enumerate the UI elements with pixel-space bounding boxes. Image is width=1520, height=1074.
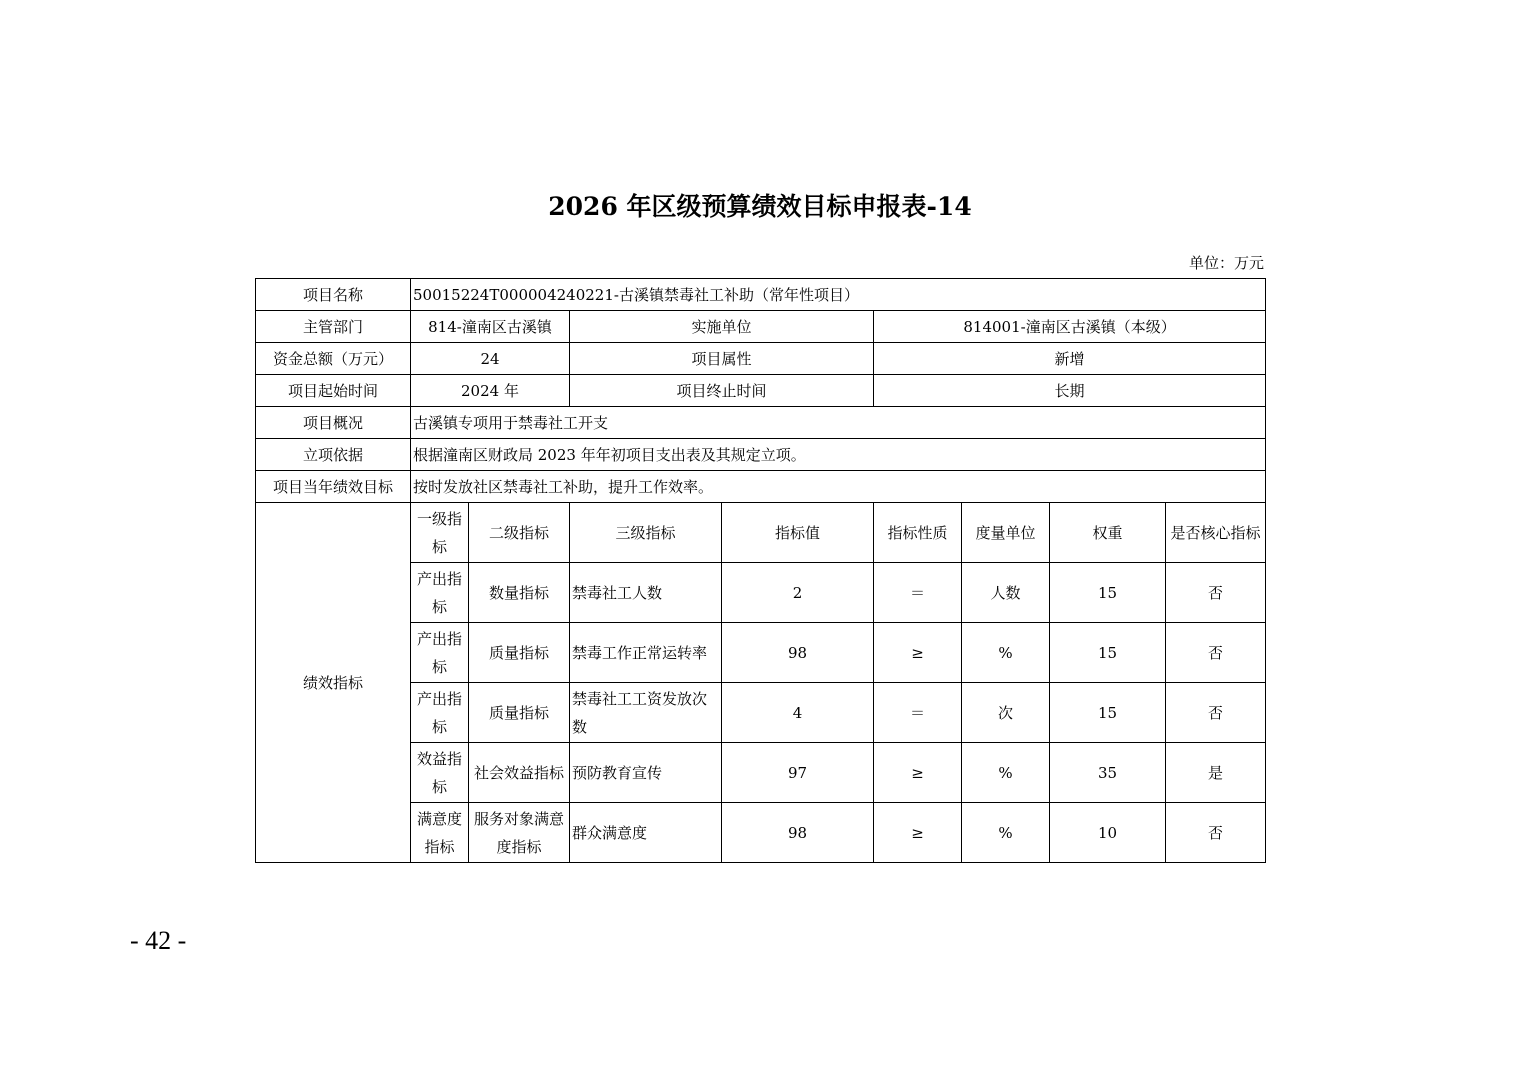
header-weight: 权重 <box>1050 503 1166 563</box>
row-nature: ≥ <box>874 743 962 803</box>
row-unit: 次 <box>962 683 1050 743</box>
budget-form-table <box>255 278 1266 863</box>
row-nature: ≥ <box>874 803 962 863</box>
row-core: 是 <box>1166 743 1266 803</box>
row-weight: 10 <box>1050 803 1166 863</box>
row-nature: ＝ <box>874 683 962 743</box>
project-name-label: 项目名称 <box>256 279 411 311</box>
row-nature: ＝ <box>874 563 962 623</box>
page-title: 2026 年区级预算绩效目标申报表-14 <box>548 192 972 221</box>
row-level1: 产出指标 <box>411 683 469 743</box>
row-time <box>256 375 1266 407</box>
row-level1: 产出指标 <box>411 563 469 623</box>
row-basis <box>256 439 1266 471</box>
row-level3: 预防教育宣传 <box>570 743 722 803</box>
impl-label: 实施单位 <box>570 311 874 343</box>
indicators-section-label: 绩效指标 <box>256 503 411 863</box>
project-name-value: 50015224T000004240221-古溪镇禁毒社工补助（常年性项目） <box>411 279 1266 311</box>
header-value: 指标值 <box>722 503 874 563</box>
start-label: 项目起始时间 <box>256 375 411 407</box>
goal-value: 按时发放社区禁毒社工补助，提升工作效率。 <box>411 471 1266 503</box>
end-value: 长期 <box>874 375 1266 407</box>
row-core: 否 <box>1166 623 1266 683</box>
row-project-name <box>256 279 1266 311</box>
row-level1: 产出指标 <box>411 623 469 683</box>
basis-label: 立项依据 <box>256 439 411 471</box>
header-nature: 指标性质 <box>874 503 962 563</box>
row-unit: 人数 <box>962 563 1050 623</box>
row-core: 否 <box>1166 683 1266 743</box>
row-value: 97 <box>722 743 874 803</box>
row-weight: 15 <box>1050 623 1166 683</box>
row-value: 4 <box>722 683 874 743</box>
fund-value: 24 <box>411 343 570 375</box>
row-dept <box>256 311 1266 343</box>
row-level2: 服务对象满意度指标 <box>469 803 570 863</box>
row-fund <box>256 343 1266 375</box>
fund-label: 资金总额（万元） <box>256 343 411 375</box>
row-weight: 15 <box>1050 683 1166 743</box>
header-level3: 三级指标 <box>570 503 722 563</box>
overview-label: 项目概况 <box>256 407 411 439</box>
row-unit: % <box>962 623 1050 683</box>
basis-value: 根据潼南区财政局 2023 年年初项目支出表及其规定立项。 <box>411 439 1266 471</box>
impl-value: 814001-潼南区古溪镇（本级） <box>874 311 1266 343</box>
row-core: 否 <box>1166 563 1266 623</box>
row-level3: 禁毒社工人数 <box>570 563 722 623</box>
row-value: 98 <box>722 803 874 863</box>
row-value: 98 <box>722 623 874 683</box>
overview-value: 古溪镇专项用于禁毒社工开支 <box>411 407 1266 439</box>
row-weight: 15 <box>1050 563 1166 623</box>
unit-label: 单位：万元 <box>1188 254 1264 272</box>
row-value: 2 <box>722 563 874 623</box>
row-level2: 质量指标 <box>469 623 570 683</box>
row-level3: 群众满意度 <box>570 803 722 863</box>
row-level3: 禁毒工作正常运转率 <box>570 623 722 683</box>
dept-value: 814-潼南区古溪镇 <box>411 311 570 343</box>
start-value: 2024 年 <box>411 375 570 407</box>
dept-label: 主管部门 <box>256 311 411 343</box>
goal-label: 项目当年绩效目标 <box>256 471 411 503</box>
attr-label: 项目属性 <box>570 343 874 375</box>
header-level1: 一级指标 <box>411 503 469 563</box>
row-unit: % <box>962 743 1050 803</box>
indicator-header-row <box>256 503 1266 563</box>
row-goal <box>256 471 1266 503</box>
row-weight: 35 <box>1050 743 1166 803</box>
row-level1: 满意度指标 <box>411 803 469 863</box>
row-nature: ≥ <box>874 623 962 683</box>
row-core: 否 <box>1166 803 1266 863</box>
row-unit: % <box>962 803 1050 863</box>
header-core: 是否核心指标 <box>1166 503 1266 563</box>
row-overview <box>256 407 1266 439</box>
row-level2: 社会效益指标 <box>469 743 570 803</box>
header-level2: 二级指标 <box>469 503 570 563</box>
row-level3: 禁毒社工工资发放次数 <box>570 683 722 743</box>
row-level1: 效益指标 <box>411 743 469 803</box>
header-unit: 度量单位 <box>962 503 1050 563</box>
row-level2: 质量指标 <box>469 683 570 743</box>
row-level2: 数量指标 <box>469 563 570 623</box>
attr-value: 新增 <box>874 343 1266 375</box>
page-number: - 42 - <box>130 926 187 955</box>
end-label: 项目终止时间 <box>570 375 874 407</box>
